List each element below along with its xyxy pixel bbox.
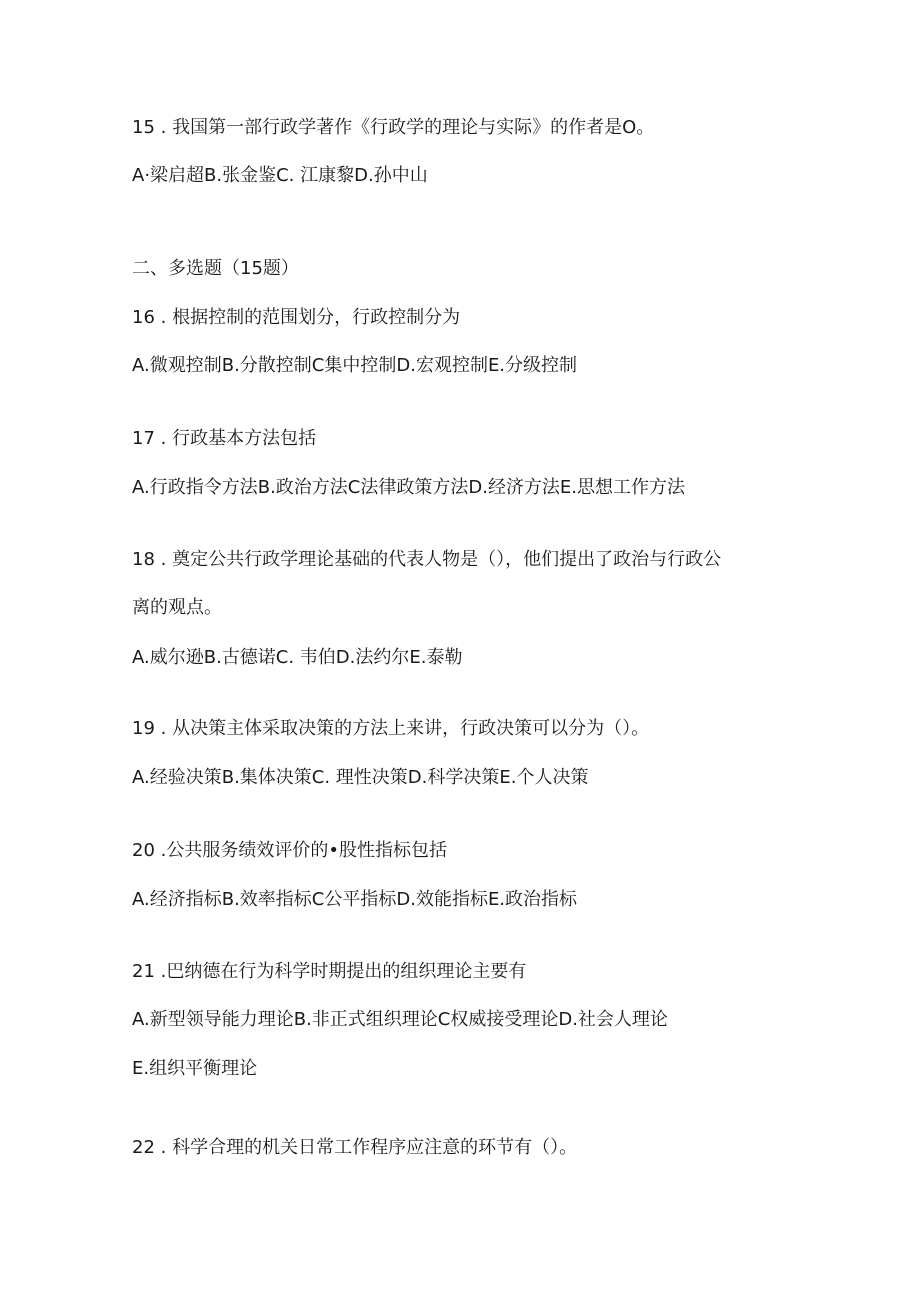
question-19-options: A.经验决策B.集体决策C. 理性决策D.科学决策E.个人决策	[132, 767, 589, 788]
question-18-stem-line2: 离的观点。	[132, 597, 222, 618]
question-21-options-line2: E.组织平衡理论	[132, 1058, 258, 1079]
question-17-stem: 17 . 行政基本方法包括	[132, 428, 317, 449]
question-22-stem: 22 . 科学合理的机关日常工作程序应注意的环节有（）。	[132, 1137, 578, 1158]
question-18-stem-line1: 18 . 奠定公共行政学理论基础的代表人物是（），他们提出了政治与行政公	[132, 549, 722, 570]
question-20-stem: 20 .公共服务绩效评价的•股性指标包括	[132, 840, 447, 861]
question-19-stem: 19 . 从决策主体采取决策的方法上来讲，行政决策可以分为（）。	[132, 718, 650, 739]
section-heading: 二、多选题（15题）	[132, 258, 299, 279]
question-18-options: A.威尔逊B.古德诺C. 韦伯D.法约尔E.泰勒	[132, 647, 463, 668]
question-16-stem: 16 . 根据控制的范围划分，行政控制分为	[132, 307, 461, 328]
question-15-options: A·梁启超B.张金鉴C. 江康黎D.孙中山	[132, 165, 428, 186]
question-21-options-line1: A.新型领导能力理论B.非正式组织理论C权威接受理论D.社会人理论	[132, 1009, 668, 1030]
question-20-options: A.经济指标B.效率指标C公平指标D.效能指标E.政治指标	[132, 889, 578, 910]
question-21-stem: 21 .巴纳德在行为科学时期提出的组织理论主要有	[132, 961, 527, 982]
question-17-options: A.行政指令方法B.政治方法C法律政策方法D.经济方法E.思想工作方法	[132, 477, 686, 498]
question-15-stem: 15 . 我国第一部行政学著作《行政学的理论与实际》的作者是O。	[132, 117, 655, 138]
question-16-options: A.微观控制B.分散控制C集中控制D.宏观控制E.分级控制	[132, 355, 578, 376]
